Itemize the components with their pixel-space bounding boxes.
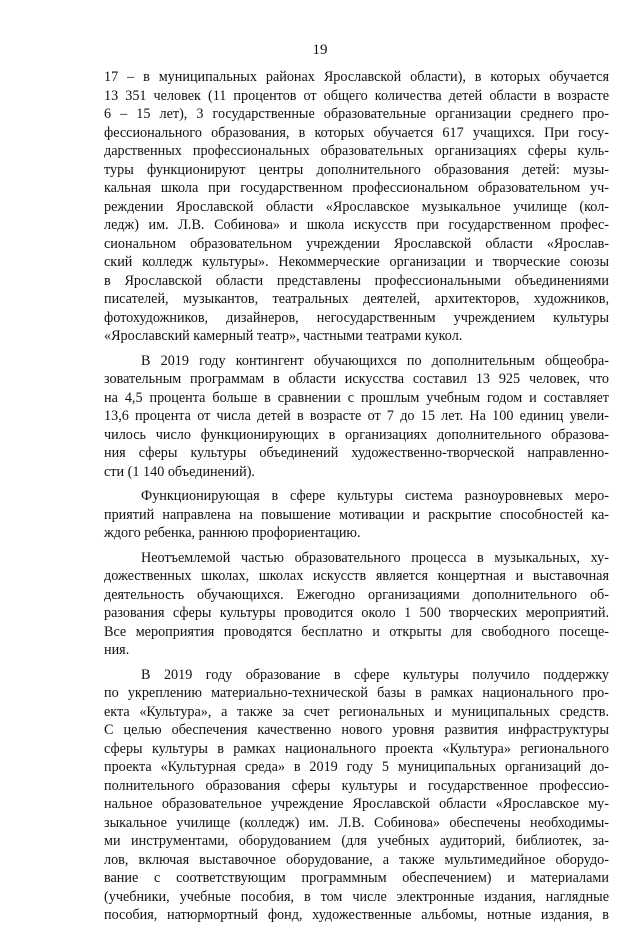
text-line: Функционирующая в сфере культуры система разноуровневых меро- <box>141 488 609 504</box>
text-line: В 2019 году образование в сфере культуры получило поддержку <box>141 666 609 683</box>
text-line: приятий направлена на повышение мотивации и раскрытие способностей ка- <box>104 506 609 523</box>
text-line: Неотъемлемой частью образовательного процесса в музыкальных, ху- <box>141 549 609 566</box>
text-line: нальное образовательное учреждение Ярославской области «Ярославское му- <box>104 796 609 812</box>
text-line: деятельность обучающихся. Ежегодно организациями дополнительного об- <box>104 586 609 603</box>
text-line: 13 351 человек (11 процентов от общего количества детей области в возрасте <box>104 87 609 104</box>
text-line: ния. <box>104 642 130 658</box>
text-line: чилось число функционирующих в организациях дополнительного образова- <box>104 426 609 443</box>
text-line: фотохудожников, дизайнеров, негосударственным учреждением культуры <box>104 309 609 326</box>
text-line: 13,6 процента от числа детей в возрасте от 7 до 15 лет. На 100 единиц увели- <box>104 408 609 424</box>
text-line: зовательным программам в области искусства составил 13 925 человек, что <box>104 371 609 387</box>
text-line: дожественных школах, школах искусств является концертная и выставочная <box>104 568 609 584</box>
text-line: проекта «Культурная среда» в 2019 году 5 муниципальных организаций до- <box>104 759 609 775</box>
text-line: «Ярославский камерный театр», частными театрами кукол. <box>104 328 463 344</box>
text-line: ский колледж культуры». Некоммерческие организации и творческие союзы <box>104 254 609 270</box>
text-line: сферы культуры в рамках национального проекта «Культура» регионального <box>104 740 609 757</box>
text-line: (учебники, учебные пособия, в том числе электронные издания, наглядные <box>104 888 609 905</box>
text-line: лов, включая выставочное оборудование, а также мультимедийное оборудо- <box>104 851 609 868</box>
text-line: сиональном образовательном учреждении Ярославской области «Ярослав- <box>104 235 609 252</box>
text-line: вание с соответствующим программным обеспечением) и материалами <box>104 870 609 886</box>
text-line: на 4,5 процента больше в сравнении с прошлым учебным годом и составляет <box>104 389 609 406</box>
text-line: Все мероприятия проводятся бесплатно и открыты для свободного посеще- <box>104 623 609 640</box>
text-line: сти (1 140 объединений). <box>104 463 255 480</box>
text-line: разования сферы культуры проводится около 1 500 творческих мероприятий. <box>104 605 609 621</box>
text-line: 17 – в муниципальных районах Ярославской области), в которых обучается <box>104 69 609 85</box>
text-line: 6 – 15 лет), 3 государственные образовательные организации среднего про- <box>104 106 609 122</box>
text-line: дарственных профессиональных образовательных организациях сферы куль- <box>104 143 609 159</box>
paragraph <box>104 68 609 346</box>
text-line: кальная школа при государственном профессиональном образовательном уч- <box>104 180 609 196</box>
text-line: фессионального образования, в которых обучается 617 учащихся. При госу- <box>104 124 609 141</box>
paragraph <box>104 487 609 543</box>
text-line: пособия, натюрмортный фонд, художественные альбомы, нотные издания, в <box>104 907 609 923</box>
paragraph <box>104 666 609 925</box>
text-line: в Ярославской области представлены профессиональными объединениями <box>104 272 609 289</box>
text-line: ми инструментами, оборудованием (для учебных аудиторий, библиотек, за- <box>104 833 609 849</box>
text-line: полнительного образования сферы культуры и государственное профессио- <box>104 777 609 794</box>
text-line: С целью обеспечения качественно нового уровня развития инфраструктуры <box>104 722 609 738</box>
text-line: по укреплению материально-технической базы в рамках национального про- <box>104 685 609 701</box>
text-line: В 2019 году контингент обучающихся по дополнительным общеобра- <box>141 352 609 369</box>
paragraph <box>104 549 609 660</box>
text-line: писателей, музыкантов, театральных деятелей, архитекторов, художников, <box>104 291 609 307</box>
text-line: туры функционируют центры дополнительного образования детей: музы- <box>104 161 609 178</box>
text-line: ния сферы культуры объединений художественно-творческой направленно- <box>104 445 609 461</box>
paragraph <box>104 352 609 482</box>
text-line: зыкальное училище (колледж) им. Л.В. Собинова» обеспечены необходимы- <box>104 814 609 831</box>
text-line: реждении Ярославской области «Ярославское музыкальное училище (кол- <box>104 198 609 215</box>
document-body <box>104 68 609 925</box>
text-line: ледж) им. Л.В. Собинова» и школа искусств при государственном профес- <box>104 217 609 233</box>
page-number: 19 <box>312 42 328 58</box>
text-line: екта «Культура», а также за счет региональных и муниципальных средств. <box>104 703 609 720</box>
text-line: ждого ребенка, раннюю профориентацию. <box>104 525 361 541</box>
